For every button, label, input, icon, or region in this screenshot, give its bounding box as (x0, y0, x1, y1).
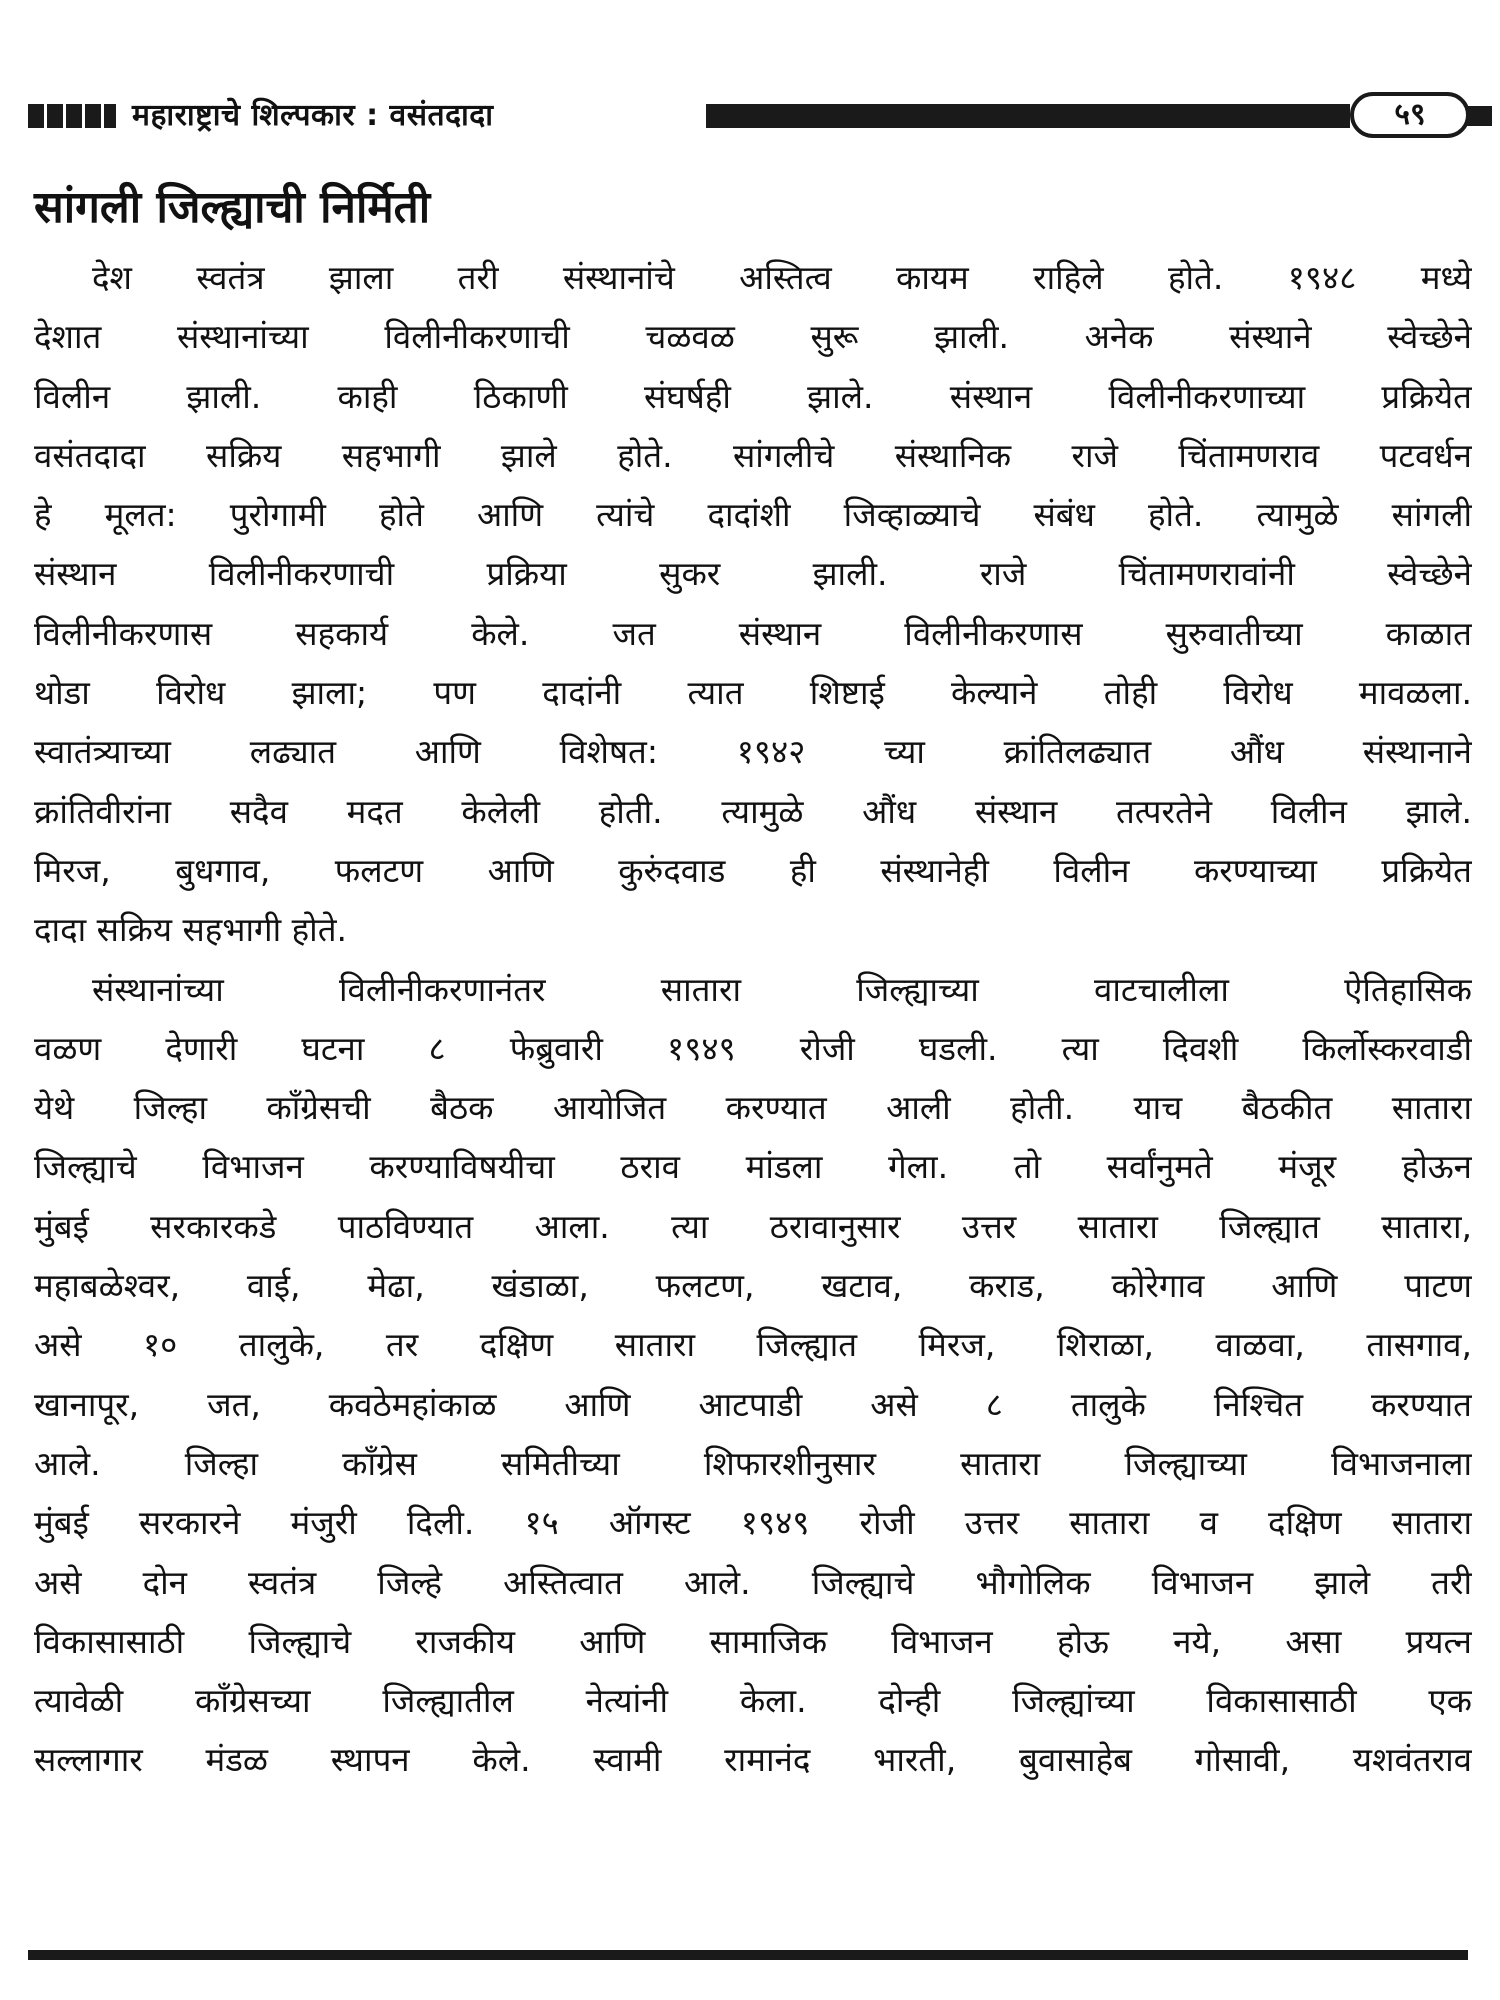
header-left-ornament (28, 104, 116, 128)
text-line: विकासासाठी जिल्ह्याचे राजकीय आणि सामाजिक विभाजन होऊ नये, असा प्रयत्न (34, 1621, 1472, 1661)
text-line: दादा सक्रिय सहभागी होते. (34, 910, 348, 950)
text-line: त्यावेळी काँग्रेसच्या जिल्ह्यातील नेत्यांनी केला. दोन्ही जिल्ह्यांच्या विकासासाठी एक (34, 1681, 1472, 1721)
body-text (34, 248, 1472, 1790)
text-line: मिरज, बुधगाव, फलटण आणि कुरुंदवाड ही संस्थानेही विलीन करण्याच्या प्रक्रियेत (34, 850, 1472, 890)
text-line: मुंबई सरकारकडे पाठविण्यात आला. त्या ठरावानुसार उत्तर सातारा जिल्ह्यात सातारा, (34, 1206, 1472, 1246)
text-line: स्वातंत्र्याच्या लढ्यात आणि विशेषत: १९४२ च्या क्रांतिलढ्यात औंध संस्थानाने (34, 732, 1472, 772)
section-title: सांगली जिल्ह्याची निर्मिती (34, 182, 431, 233)
text-line: विलीनीकरणास सहकार्य केले. जत संस्थान विलीनीकरणास सुरुवातीच्या काळात (34, 613, 1472, 653)
text-line: महाबळेश्वर, वाई, मेढा, खंडाळा, फलटण, खटाव, कराड, कोरेगाव आणि पाटण (34, 1266, 1472, 1306)
text-line: जिल्ह्याचे विभाजन करण्याविषयीचा ठराव मांडला गेला. तो सर्वांनुमते मंजूर होऊन (34, 1147, 1472, 1187)
text-line: सल्लागार मंडळ स्थापन केले. स्वामी रामानंद भारती, बुवासाहेब गोसावी, यशवंतराव (34, 1740, 1472, 1780)
text-line: आले. जिल्हा काँग्रेस समितीच्या शिफारशीनुसार सातारा जिल्ह्याच्या विभाजनाला (34, 1443, 1472, 1483)
footer-rule (28, 1950, 1468, 1960)
text-line: हे मूलत: पुरोगामी होते आणि त्यांचे दादांशी जिव्हाळ्याचे संबंध होते. त्यामुळे सांगली (34, 495, 1472, 535)
header-right-ornament (1466, 106, 1492, 126)
text-line: खानापूर, जत, कवठेमहांकाळ आणि आटपाडी असे ८ तालुके निश्चित करण्यात (34, 1384, 1472, 1424)
text-line: वसंतदादा सक्रिय सहभागी झाले होते. सांगलीचे संस्थानिक राजे चिंतामणराव पटवर्धन (34, 435, 1472, 475)
text-line: मुंबई सरकारने मंजुरी दिली. १५ ऑगस्ट १९४९ रोजी उत्तर सातारा व दक्षिण सातारा (34, 1503, 1472, 1543)
text-line: येथे जिल्हा काँग्रेसची बैठक आयोजित करण्यात आली होती. याच बैठकीत सातारा (34, 1088, 1472, 1128)
header-rule-bar (706, 104, 1350, 128)
page-number: ५९ (1350, 92, 1470, 138)
text-line: विलीन झाली. काही ठिकाणी संघर्षही झाले. संस्थान विलीनीकरणाच्या प्रक्रियेत (34, 376, 1472, 416)
text-line: थोडा विरोध झाला; पण दादांनी त्यात शिष्टाई केल्याने तोही विरोध मावळला. (34, 673, 1472, 713)
text-line: असे १० तालुके, तर दक्षिण सातारा जिल्ह्यात मिरज, शिराळा, वाळवा, तासगाव, (34, 1325, 1472, 1365)
text-line: असे दोन स्वतंत्र जिल्हे अस्तित्वात आले. जिल्ह्याचे भौगोलिक विभाजन झाले तरी (34, 1562, 1472, 1602)
running-header (28, 92, 1468, 142)
text-line: देश स्वतंत्र झाला तरी संस्थानांचे अस्तित्व कायम राहिले होते. १९४८ मध्ये (92, 258, 1472, 297)
paragraph-2 (34, 960, 1472, 1790)
text-line: संस्थान विलीनीकरणाची प्रक्रिया सुकर झाली. राजे चिंतामणरावांनी स्वेच्छेने (34, 554, 1472, 594)
text-line: क्रांतिवीरांना सदैव मदत केलेली होती. त्यामुळे औंध संस्थान तत्परतेने विलीन झाले. (34, 791, 1472, 831)
paragraph-1 (34, 248, 1472, 960)
text-line: वळण देणारी घटना ८ फेब्रुवारी १९४९ रोजी घडली. त्या दिवशी किर्लोस्करवाडी (34, 1028, 1472, 1068)
text-line: संस्थानांच्या विलीनीकरणानंतर सातारा जिल्ह्याच्या वाटचालीला ऐतिहासिक (92, 969, 1472, 1009)
running-title: महाराष्ट्राचे शिल्पकार : वसंतदादा (132, 98, 494, 133)
text-line: देशात संस्थानांच्या विलीनीकरणाची चळवळ सुरू झाली. अनेक संस्थाने स्वेच्छेने (34, 317, 1472, 357)
